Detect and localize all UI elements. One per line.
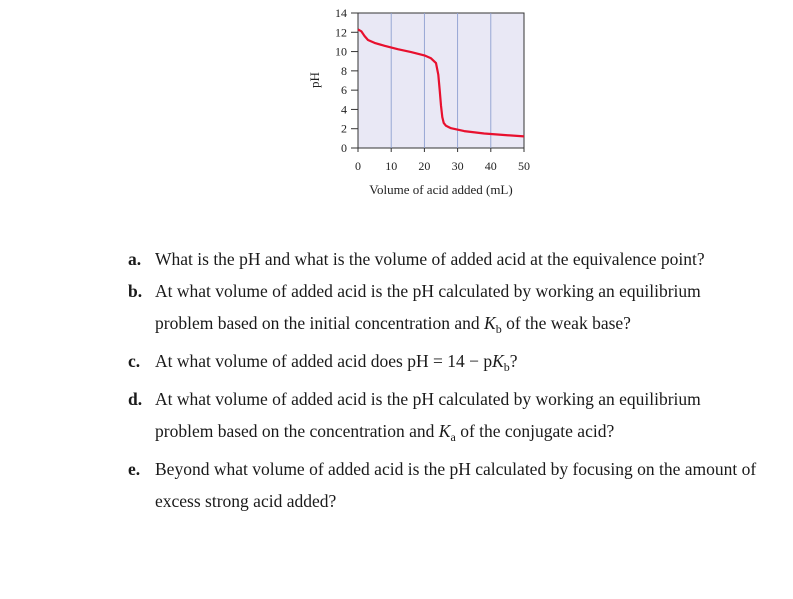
question-letter: e. (128, 459, 141, 479)
symbol-subscript: b (503, 360, 510, 374)
titration-chart (300, 0, 540, 205)
question-letter: a. (128, 249, 142, 269)
x-tick-label: 20 (418, 159, 431, 173)
x-axis-label: Volume of acid added (mL) (369, 182, 513, 197)
question-list (128, 243, 758, 517)
y-tick-label: 14 (335, 6, 347, 20)
question-text-part: At what volume of added acid is the pH calculated by working an equilibrium problem based on the concentration and (155, 389, 701, 441)
question-e (128, 453, 758, 517)
question-c (128, 345, 758, 383)
y-tick-label: 12 (335, 25, 347, 40)
question-text-part: ? (509, 351, 518, 371)
y-tick-label: 6 (341, 83, 347, 98)
y-tick-label: 4 (341, 102, 347, 117)
symbol-subscript: b (495, 322, 502, 336)
symbol-k: K (492, 351, 504, 371)
question-text: What is the pH and what is the volume of added acid at the equivalence point? (155, 249, 705, 269)
y-tick-label: 0 (341, 141, 347, 155)
question-a (128, 243, 758, 275)
question-letter: b. (128, 281, 143, 301)
symbol-k: K (438, 421, 451, 441)
question-text-part: of the conjugate acid? (455, 421, 615, 441)
symbol-subscript: a (450, 430, 456, 444)
x-tick-label: 40 (484, 159, 497, 173)
question-text: Beyond what volume of added acid is the pH calculated by focusing on the amount of excess strong acid added? (155, 459, 757, 511)
question-letter: c. (128, 351, 141, 371)
question-text-part: of the weak base? (501, 313, 631, 333)
question-letter: d. (128, 389, 143, 409)
y-tick-label: 8 (341, 63, 347, 78)
y-axis-label: pH (307, 72, 322, 88)
symbol-k: K (484, 313, 496, 333)
x-tick-label: 10 (385, 159, 398, 173)
y-tick-label: 2 (341, 121, 347, 136)
plot-area (358, 13, 524, 148)
y-tick-label: 10 (335, 44, 347, 59)
x-tick-label: 30 (451, 159, 464, 173)
x-tick-label: 50 (518, 159, 530, 173)
x-tick-label: 0 (355, 159, 361, 173)
question-text-part: At what volume of added acid is the pH calculated by working an equilibrium problem based on the initial concentration and (155, 281, 701, 333)
question-d (128, 383, 758, 453)
question-b (128, 275, 758, 345)
question-text-part: At what volume of added acid does pH = 14 − p (155, 351, 493, 371)
